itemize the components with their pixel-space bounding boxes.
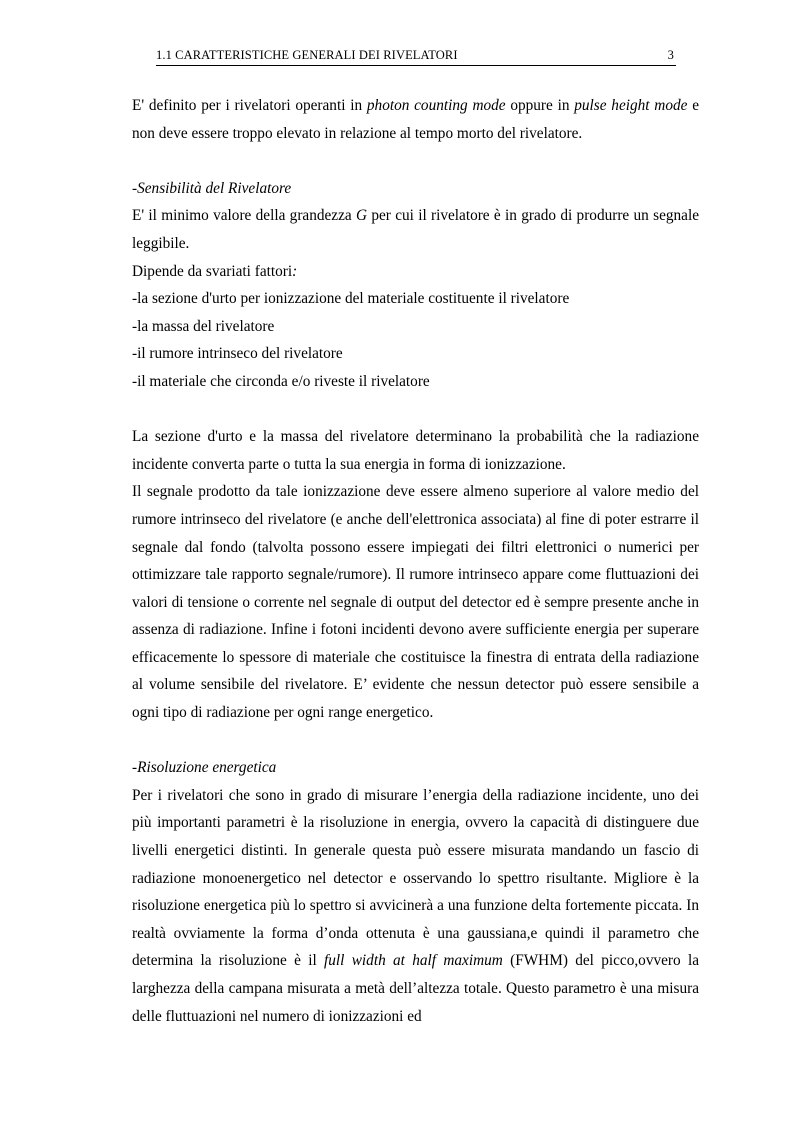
factors-intro-colon: : [292,262,298,280]
paragraph-gap [132,727,699,755]
resolution-text-2: (FWHM) del picco,ovvero la larghezza della campana misurata a metà dell’altezza totale. Questo parametro è una misura delle fluttuazioni nel numero di ionizzazioni ed [132,952,700,1025]
paragraph-gap [132,147,699,175]
heading-text: Risoluzione energetica [137,759,277,777]
factor-item: -il rumore intrinseco del rivelatore [132,345,343,363]
factor-item: -la massa del rivelatore [132,317,275,335]
sensitivity-paragraph-1: La sezione d'urto e la massa del rivelatore determinano la probabilità che la radiazione incidente converta parte o tutta la sua energia in forma di ionizzazione. [132,428,699,473]
intro-paragraph [132,92,699,147]
paragraph-gap [132,396,699,424]
intro-text-3: e non deve essere troppo elevato in relazione al tempo morto del rivelatore. [132,97,699,142]
intro-text-2: oppure in [505,97,575,114]
intro-emphasis-pulse-height: pulse height mode [574,97,688,114]
factor-item: -il materiale che circonda e/o riveste il rivelatore [132,372,430,390]
section-heading-resolution [132,754,699,782]
heading-text: Sensibilità del Rivelatore [137,179,292,197]
factors-intro [132,258,699,286]
running-header [156,47,676,66]
resolution-paragraph [132,782,699,1030]
body-text [132,92,699,1030]
definition-variable-g: G [355,207,368,225]
definition-text-1: E' il minimo valore della grandezza [132,207,356,225]
intro-text-1: E' definito per i rivelatori operanti in [132,97,367,114]
resolution-emphasis-fwhm: full width at half maximum [324,952,503,970]
intro-emphasis-photon-counting: photon counting mode [366,97,506,114]
factor-item: -la sezione d'urto per ionizzazione del materiale costituente il rivelatore [132,290,570,308]
definition-text-2: per cui il rivelatore è in grado di produrre un segnale leggibile. [132,207,699,252]
heading-dash: - [132,179,138,197]
section-heading-sensitivity [132,175,699,203]
header-title: 1.1 CARATTERISTICHE GENERALI DEI RIVELATORI [156,48,458,62]
sensitivity-paragraph-2: Il segnale prodotto da tale ionizzazione deve essere almeno superiore al valore medio del rumore intrinseco del rivelatore (e anche dell'elettronica associata) al fine di poter estrarre il segnale dal fondo (talvolta possono essere impiegati dei filtri elettronici o numerici per ottimizzare tale rapporto segnale/rumore). Il rumore intrinseco appare come fluttuazioni dei valori di tensione o corrente nel segnale di output del detector ed è sempre presente anche in assenza di radiazione. Infine i fotoni incidenti devono avere sufficiente energia per superare efficacemente lo spessore di materiale che costituisce la finestra di entrata della radiazione al volume sensibile del rivelatore. E’ evidente che nessun detector può essere sensibile a ogni tipo di radiazione per ogni range energetico. [132,483,699,722]
heading-dash: - [132,759,138,777]
resolution-text-1: Per i rivelatori che sono in grado di misurare l’energia della radiazione incidente, uno dei più importanti parametri è la risoluzione in energia, ovvero la capacità di distinguere due livelli energetici distinti. In generale questa può essere misurata mandando un fascio di radiazione monoenergetico nel detector e osservando lo spettro risultante. Migliore è la risoluzione energetica più lo spettro si avvicinerà a una funzione delta fortemente piccata. In realtà ovviamente la forma d’onda ottenuta è una gaussiana,e quindi il parametro che determina la risoluzione è il [132,786,699,970]
factors-intro-text: Dipende da svariati fattori [132,262,293,280]
sensitivity-definition [132,202,699,257]
page-number: 3 [667,48,674,62]
